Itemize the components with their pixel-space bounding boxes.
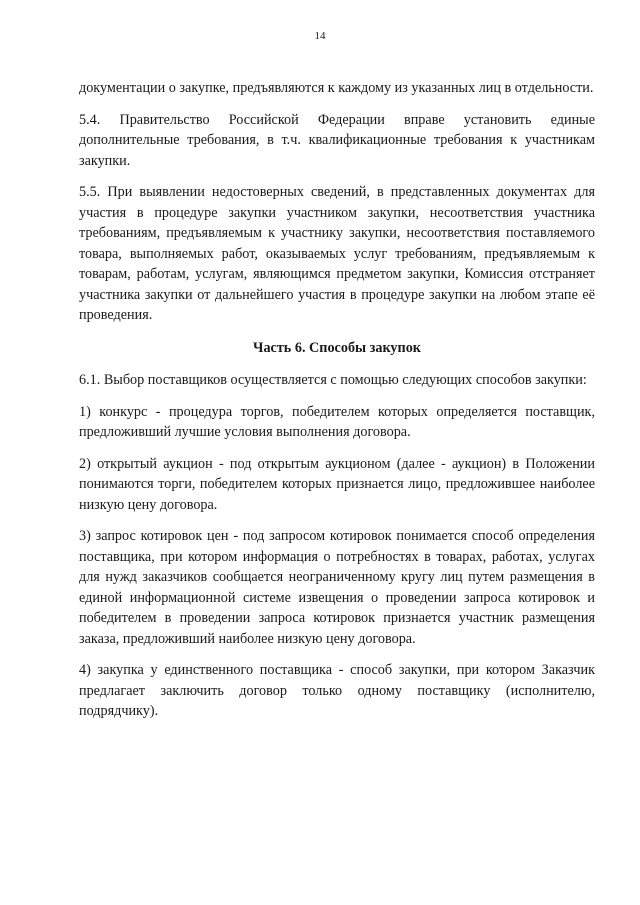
document-body (79, 78, 595, 733)
page-number: 14 (314, 30, 326, 42)
paragraph-continuation: документации о закупке, предъявляются к каждому из указанных лиц в отдельности. (79, 80, 594, 96)
paragraph-6-1: 6.1. Выбор поставщиков осуществляется с помощью следующих способов закупки: (79, 372, 587, 388)
list-item-2: 2) открытый аукцион - под открытым аукционом (далее - аукцион) в Положении понимаются торги, победителем которых признается лицо, предложившее наиболее низкую цену договора. (79, 455, 595, 513)
section-heading-part-6: Часть 6. Способы закупок (253, 339, 421, 356)
paragraph-5-4: 5.4. Правительство Российской Федерации вправе установить единые дополнительные требования, в т.ч. квалификационные требования к участникам закупки. (79, 111, 595, 169)
list-item-3: 3) запрос котировок цен - под запросом котировок понимается способ определения поставщика, при котором информация о потребностях в товарах, работах, услугах для нужд заказчиков сообщается неограниченному кругу лиц путем размещения в единой информационной системе извещения о проведении запроса котировок и победителем в проведении запроса котировок признается участник размещения заказа, предложивший наиболее низкую цену договора. (79, 528, 595, 647)
paragraph-5-5: 5.5. При выявлении недостоверных сведений, в представленных документах для участия в процедуре закупки участником закупки, несоответствия участника требованиям, предъявляемым к участнику закупки, несоответствия поставляемого товара, выполняемых работ, оказываемых услуг требованиям, предъявляемым к товарам, работам, услугам, являющимся предметом закупки, Комиссия отстраняет участника закупки от дальнейшего участия в процедуре закупки на любом этапе её проведения. (79, 184, 595, 323)
list-item-4: 4) закупка у единственного поставщика - способ закупки, при котором Заказчик предлагает заключить договор только одному поставщику (исполнителю, подрядчику). (79, 662, 595, 719)
list-item-1: 1) конкурс - процедура торгов, победителем которых определяется поставщик, предложивший лучшие условия выполнения договора. (79, 403, 595, 440)
